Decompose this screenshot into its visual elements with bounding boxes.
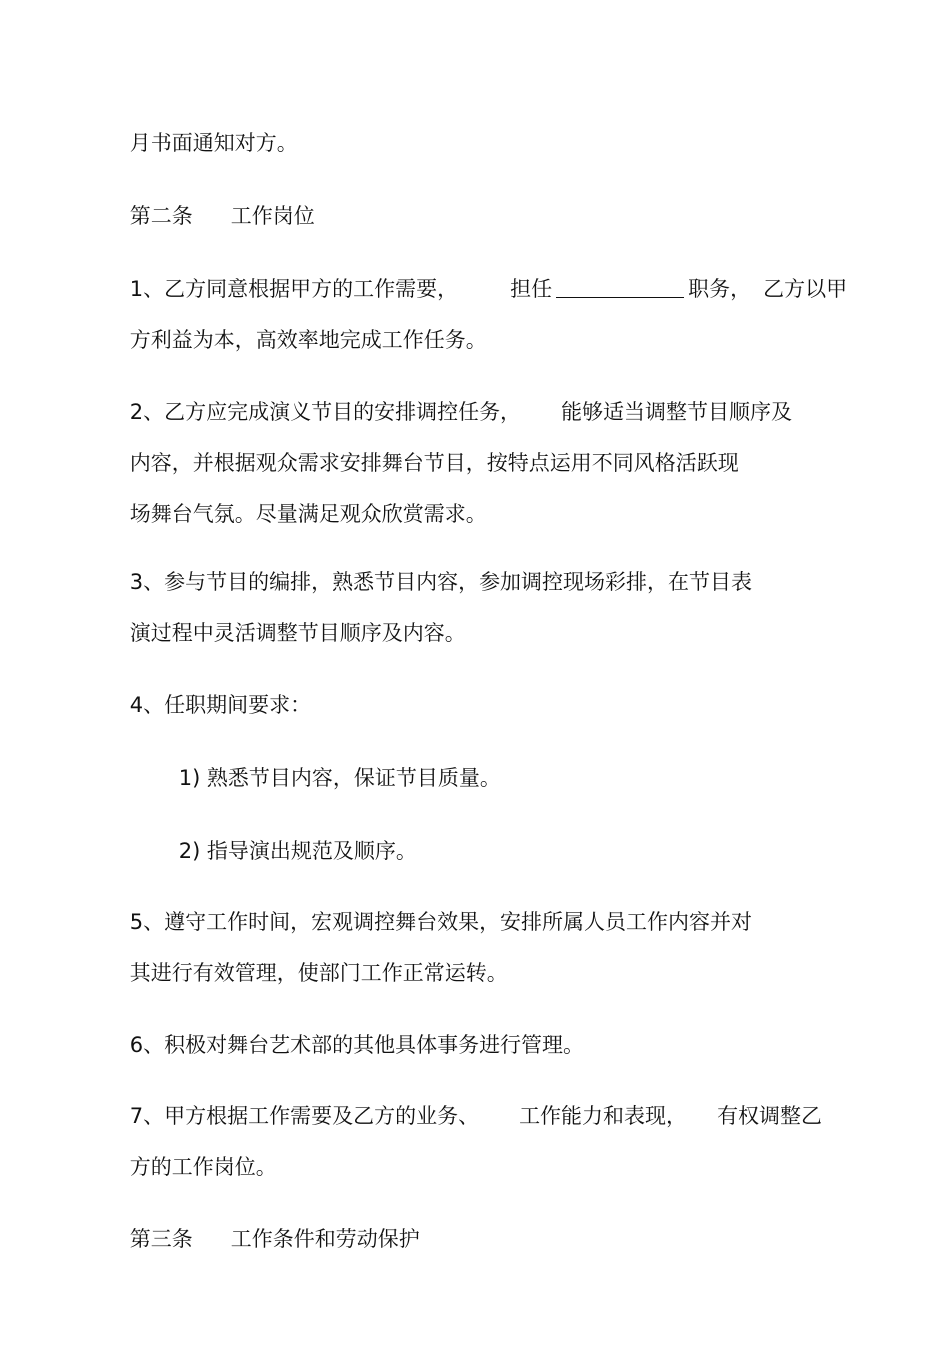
text-line: 6、积极对舞台艺术部的其他具体事务进行管理。: [129, 1033, 585, 1057]
text-line: 方利益为本，高效率地完成工作任务。: [129, 328, 487, 352]
article-title: 工作条件和劳动保护: [230, 1227, 420, 1251]
text-line: 4、任职期间要求：: [129, 693, 312, 717]
fill-in-blank[interactable]: [556, 277, 684, 298]
text-line: 3、参与节目的编排，熟悉节目内容，参加调控现场彩排，在节目表: [129, 570, 753, 594]
text-line: 场舞台气氛。尽量满足观众欣赏需求。: [129, 502, 487, 526]
list-item: 2) 指导演出规范及顺序。: [178, 839, 417, 863]
article-number: 第二条: [129, 204, 193, 228]
article-heading: [103, 177, 315, 255]
article-heading: [103, 1200, 420, 1278]
article-number: 第三条: [129, 1227, 193, 1251]
text-line: 5、遵守工作时间，宏观调控舞台效果，安排所属人员工作内容并对: [129, 910, 753, 934]
text-line: 内容，并根据观众需求安排舞台节目，按特点运用不同风格活跃现: [129, 451, 739, 475]
text-line: 演过程中灵活调整节目顺序及内容。: [129, 621, 466, 645]
article-title: 工作岗位: [230, 204, 315, 228]
text-line: 其进行有效管理，使部门工作正常运转。: [129, 961, 508, 985]
text-line: 方的工作岗位。: [129, 1155, 277, 1179]
text-line: 月书面通知对方。: [129, 131, 298, 155]
text-line: 7、甲方根据工作需要及乙方的业务、 工作能力和表现， 有权调整乙: [129, 1104, 823, 1128]
text-line: 1、乙方同意根据甲方的工作需要， 担任 职务， 乙方以甲: [129, 277, 848, 301]
text-line: 2、乙方应完成演义节目的安排调控任务， 能够适当调整节目顺序及: [129, 400, 793, 424]
list-item: 1) 熟悉节目内容，保证节目质量。: [178, 766, 501, 790]
